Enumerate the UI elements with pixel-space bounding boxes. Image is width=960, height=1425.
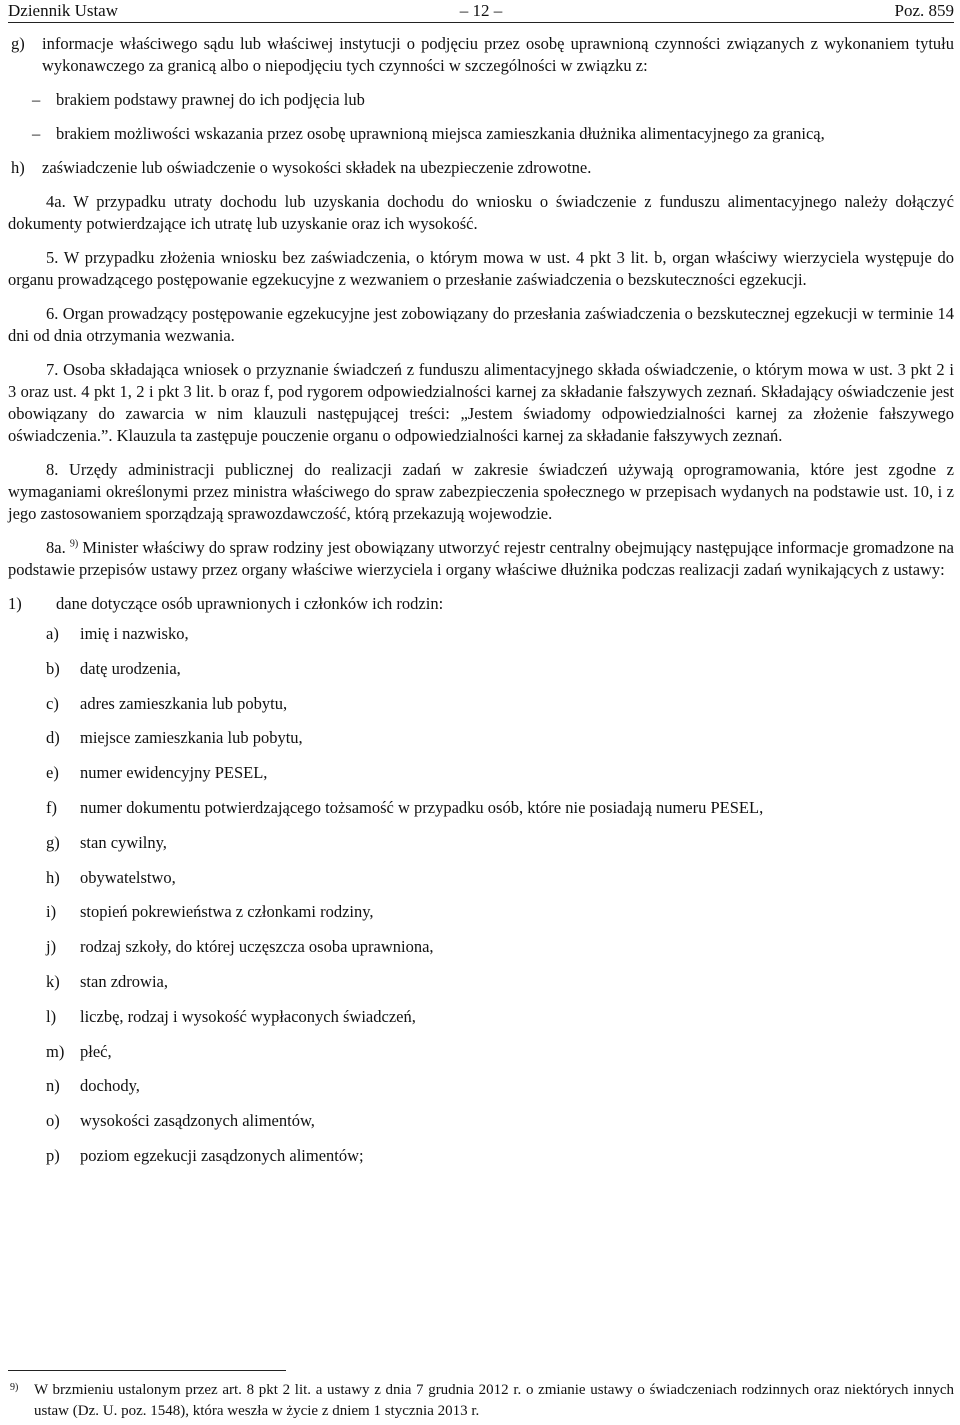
list-item: [8, 1139, 954, 1174]
dash-mark: –: [32, 124, 41, 143]
list-item-text: adres zamieszkania lub pobytu,: [80, 693, 288, 713]
list-item-text: numer ewidencyjny PESEL,: [80, 763, 268, 783]
list-item-label: i): [46, 902, 57, 922]
list-item-text: dochody,: [80, 1076, 140, 1096]
list-item-label: m): [46, 1041, 65, 1061]
list-item-label: g): [46, 832, 60, 852]
item-h: [8, 157, 954, 179]
dash-text: brakiem możliwości wskazania przez osobę uprawnioną miejsca zamieszkania dłużnika alimentacyjnego za granicą,: [56, 124, 825, 143]
list-item-label: p): [46, 1145, 60, 1165]
footnote-text: W brzmieniu ustalonym przez art. 8 pkt 2 lit. a ustawy z dnia 7 grudnia 2012 r. o zmianie ustawy o świadczeniach rodzinnych oraz niektórych innych ustaw (Dz. U. poz. 1548), która weszła w życie z dniem 1 stycznia 2013 r.: [34, 1382, 954, 1419]
footnote-divider: [8, 1370, 286, 1371]
list-item-label: e): [46, 763, 59, 783]
list-item-label: f): [46, 797, 57, 817]
list-item-text: stan cywilny,: [80, 832, 167, 852]
list-item: [8, 1000, 954, 1035]
item-g-text: informacje właściwego sądu lub właściwej instytucji o podjęciu przez osobę uprawnioną czynności związanych z wykonaniem tytułu wykonawczego za granicą albo o niepodjęciu tych czynności w szczególności w związku z:: [42, 34, 954, 75]
point-1: [8, 593, 954, 615]
list-item: [8, 1035, 954, 1070]
list-item: [8, 826, 954, 861]
list-item-text: liczbę, rodzaj i wysokość wypłaconych świadczeń,: [80, 1006, 416, 1026]
list-item: [8, 617, 954, 652]
point-1-label: 1): [8, 594, 22, 613]
list-item: [8, 1104, 954, 1139]
item-g: [8, 33, 954, 77]
list-item-text: datę urodzenia,: [80, 658, 181, 678]
dash-mark: –: [32, 90, 41, 109]
item-h-label: h): [11, 158, 25, 177]
footnote: [8, 1380, 954, 1422]
list-item-text: płeć,: [80, 1041, 112, 1061]
paragraph-6: 6. Organ prowadzący postępowanie egzekucyjne jest zobowiązany do przesłania zaświadczenia o bezskutecznej egzekucji w terminie 14 dni od dnia otrzymania wezwania.: [8, 304, 954, 345]
page-number: – 12 –: [459, 1, 503, 20]
list-item-label: b): [46, 658, 60, 678]
list-item: [8, 791, 954, 826]
list-item-text: rodzaj szkoły, do której uczęszcza osoba uprawniona,: [80, 937, 434, 957]
journal-title: Dziennik Ustaw: [8, 1, 119, 20]
list-item-text: numer dokumentu potwierdzającego tożsamość w przypadku osób, które nie posiadają numeru PESEL,: [80, 797, 764, 817]
position-number: Poz. 859: [894, 1, 954, 20]
list-item-label: j): [46, 937, 57, 957]
list-item-text: stopień pokrewieństwa z członkami rodziny,: [80, 902, 374, 922]
list-item: [8, 965, 954, 1000]
paragraph-8a-text: Minister właściwy do spraw rodziny jest obowiązany utworzyć rejestr centralny obejmujący następujące informacje gromadzone na podstawie przepisów ustawy przez organy właściwe wierzyciela i organy właściwe dłużnika podczas realizacji zadań wynikających z ustawy:: [8, 538, 954, 579]
list-item-label: d): [46, 728, 60, 748]
list-item: [8, 1069, 954, 1104]
list-item: [8, 756, 954, 791]
list-item: [8, 895, 954, 930]
paragraph-8a: [8, 537, 954, 581]
point-1-text: dane dotyczące osób uprawnionych i członków ich rodzin:: [56, 594, 444, 613]
dash-item: [8, 123, 954, 145]
paragraph-5: 5. W przypadku złożenia wniosku bez zaświadczenia, o którym mowa w ust. 4 pkt 3 lit. b, organ właściwy wierzyciela występuje do organu prowadzącego postępowanie egzekucyjne z wezwaniem o przesłanie zaświadczenia o bezskuteczności egzekucji.: [8, 248, 954, 289]
list-item-label: o): [46, 1111, 60, 1131]
list-item: [8, 861, 954, 896]
list-item-label: l): [46, 1006, 57, 1026]
list-item-label: a): [46, 624, 59, 643]
list-item-label: c): [46, 693, 59, 713]
paragraph-7: 7. Osoba składająca wniosek o przyznanie świadczeń z funduszu alimentacyjnego składa oświadczenie, o którym mowa w ust. 3 pkt 2 i 3 oraz ust. 4 pkt 1, 2 i pkt 3 lit. b oraz f, pod rygorem odpowiedzialności karnej za składanie fałszywych zeznań. Składający oświadczenie jest obowiązany do zawarcia w nim klauzuli następującej treści: „Jestem świadomy odpowiedzialności karnej za złożenie fałszywego oświadczenia.”. Klauzula ta zastępuje pouczenie organu o odpowiedzialności karnej za składanie fałszywych zeznań.: [8, 360, 954, 445]
list-item: [8, 652, 954, 687]
item-h-text: zaświadczenie lub oświadczenie o wysokości składek na ubezpieczenie zdrowotne.: [42, 158, 592, 177]
dash-item: [8, 89, 954, 111]
footnote-mark: 9): [10, 1382, 19, 1393]
paragraph-4a: 4a. W przypadku utraty dochodu lub uzyskania dochodu do wniosku o świadczenie z funduszu alimentacyjnego należy dołączyć dokumenty potwierdzające ich utratę lub uzyskanie oraz ich wysokość.: [8, 192, 954, 233]
point-1-sublist: [8, 617, 954, 1174]
list-item-text: obywatelstwo,: [80, 867, 176, 887]
list-item-text: miejsce zamieszkania lub pobytu,: [80, 728, 303, 748]
page-header: [8, 0, 954, 23]
paragraph-8: 8. Urzędy administracji publicznej do realizacji zadań w zakresie świadczeń używają oprogramowania, które jest zgodne z wymaganiami określonymi przez ministra właściwego do spraw zabezpieczenia społecznego w przepisach wydanych na podstawie ust. 10, i z jego zastosowaniem sporządzają sprawozdawczość, którą przekazują wojewodzie.: [8, 460, 954, 523]
dash-text: brakiem podstawy prawnej do ich podjęcia lub: [56, 90, 365, 109]
list-item-text: wysokości zasądzonych alimentów,: [80, 1111, 315, 1131]
list-item-text: stan zdrowia,: [80, 971, 168, 991]
list-item: [8, 721, 954, 756]
list-item-label: k): [46, 971, 60, 991]
paragraph-8a-prefix: 8a.: [46, 538, 66, 557]
item-g-label: g): [11, 34, 25, 53]
list-item: [8, 687, 954, 722]
list-item-text: imię i nazwisko,: [80, 624, 189, 643]
footnote-reference[interactable]: 9): [69, 538, 79, 550]
list-item-text: poziom egzekucji zasądzonych alimentów;: [80, 1145, 364, 1165]
document-page: [8, 0, 954, 1419]
list-item-label: n): [46, 1076, 60, 1096]
list-item: [8, 930, 954, 965]
list-item-label: h): [46, 867, 60, 887]
